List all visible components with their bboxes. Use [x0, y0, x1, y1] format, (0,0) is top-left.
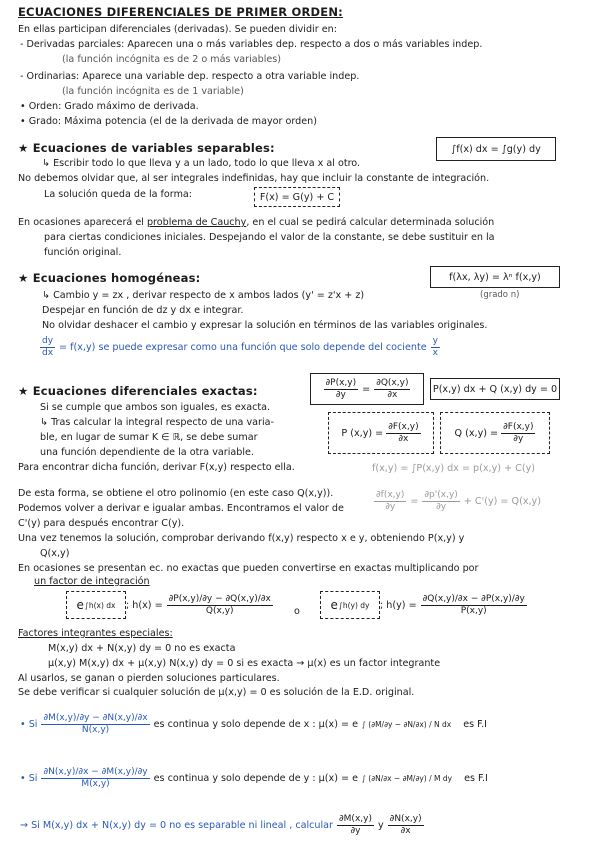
factores-line-3: Al usarlos, se ganan o pierden soluciones particulares. [18, 673, 280, 684]
condition-2-den: M(x,y) [81, 778, 110, 789]
condition-3-dM-dy [337, 814, 374, 837]
condition-3-dN-num: ∂N(x,y) [389, 813, 422, 824]
dF-dy-num: ∂F(x,y) [503, 421, 534, 432]
factor-line-1: En ocasiones se presentan ec. no exactas que pueden convertirse en exactas multiplicando por [18, 563, 479, 574]
homogeneas-formula-box: f(λx, λy) = λⁿ f(x,y) [430, 266, 560, 288]
gray-dp-den: ∂y [436, 501, 447, 512]
h-y-lhs: ; h(y) = [380, 599, 417, 611]
condition-2-text: es continua y solo depende de y : μ(x) = e [153, 772, 358, 784]
dy-dx-fraction [40, 336, 55, 359]
exactas-line-8: C'(y) para después encontrar C(y). [18, 518, 185, 529]
gray-dp-dy [422, 490, 459, 513]
h-y-formula [380, 586, 527, 624]
exp-hy-box [320, 591, 380, 619]
homogeneas-heading: ★ Ecuaciones homogéneas: [18, 271, 201, 285]
page-title: ECUACIONES DIFERENCIALES DE PRIMER ORDEN: [18, 5, 343, 19]
exactas-line-7: Podemos volver a derivar e igualar ambas. Encontramos el valor de [18, 503, 344, 514]
e-base-1: e [76, 598, 84, 612]
gray-df-num: ∂f(x,y) [376, 489, 405, 500]
exactas-line-6: De esta forma, se obtiene el otro polinomio (en este caso Q(x,y)). [18, 488, 334, 499]
cauchy-term: problema de Cauchy [146, 217, 247, 228]
exactas-line-2: ↳ Tras calcular la integral respecto de una varia- [40, 417, 274, 428]
dP-dy [324, 378, 359, 401]
factores-line-2: μ(x,y) M(x,y) dx + μ(x,y) N(x,y) dy = 0 si es exacta → μ(x) es un factor integrante [48, 658, 441, 669]
dQ-dx [374, 378, 410, 401]
condition-2-end: es F.I [464, 772, 488, 784]
Q-lhs: Q (x,y) = [454, 427, 499, 439]
condition-2-bullet: • Si [20, 772, 38, 784]
dF-dy [501, 422, 535, 445]
P-definition-box [328, 412, 434, 454]
condition-3 [20, 808, 424, 842]
e-exp-1: ∫h(x) dx [84, 600, 116, 610]
separables-line-1: ↳ Escribir todo lo que lleva y a un lado, todo lo que lleva x al otro. [42, 158, 361, 169]
dx-denominator: dx [42, 347, 54, 358]
condition-1 [20, 704, 487, 744]
P-lhs: P (x,y) = [341, 427, 384, 439]
exactas-line-1: Si se cumple que ambos son iguales, es exacta. [40, 402, 271, 413]
exactas-line-9: Una vez tenemos la solución, comprobar derivando f(x,y) respecto x e y, obteniendo P(x,y) y [18, 533, 465, 544]
x-denominator: x [432, 347, 438, 358]
exactas-heading: ★ Ecuaciones diferenciales exactas: [18, 384, 258, 398]
factor-line-2: un factor de integración [34, 576, 150, 587]
condition-2-fraction [41, 767, 149, 790]
separables-heading: ★ Ecuaciones de variables separables: [18, 141, 275, 155]
h-x-formula [126, 586, 273, 624]
condition-3-dN-dx [388, 814, 424, 837]
h-x-lhs: ; h(x) = [126, 599, 163, 611]
e-base-2: e [330, 598, 338, 612]
dP-num: ∂P(x,y) [325, 377, 357, 388]
h-x-den: Q(x,y) [205, 605, 234, 616]
separables-line-6: función original. [44, 247, 122, 258]
condition-3-dM-num: ∂M(x,y) [339, 813, 372, 824]
h-x-fraction [167, 594, 273, 617]
h-y-fraction [421, 594, 527, 617]
dF-dx-num: ∂F(x,y) [388, 421, 419, 432]
separables-line-5: para ciertas condiciones iniciales. Despejando el valor de la constante, se debe sustituir en la [44, 232, 495, 243]
parciales-line: - Derivadas parciales: Aparecen una o más variables dep. respecto a dos o más variables indep. [20, 39, 483, 50]
condition-2 [20, 758, 488, 798]
condition-1-text: es continua y solo depende de x : μ(x) = e [153, 718, 358, 730]
cauchy-pre: En ocasiones aparecerá el [18, 217, 144, 228]
e-exp-2: ∫h(y) dy [338, 600, 370, 610]
separables-line-2: No debemos olvidar que, al ser integrales indefinidas, hay que incluir la constante de integración. [18, 173, 490, 184]
dQ-num: ∂Q(x,y) [376, 377, 409, 388]
h-y-num: ∂Q(x,y)/∂x − ∂P(x,y)/∂y [422, 593, 525, 604]
Q-definition-box [440, 412, 550, 454]
y-numerator: y [432, 335, 438, 346]
condition-1-end: es F.I [463, 718, 488, 730]
condition-2-num: ∂N(x,y)/∂x − ∂M(x,y)/∂y [43, 766, 148, 777]
homogeneas-box-note: (grado n) [480, 290, 520, 300]
factores-line-4: Se debe verificar si cualquier solución de μ(x,y) = 0 es solución de la E.D. original. [18, 687, 415, 698]
homogeneas-line-1: ↳ Cambio y = zx , derivar respecto de x ambos lados (y' = z'x + z) [42, 290, 365, 301]
orden-line: • Orden: Grado máximo de derivada. [20, 101, 199, 112]
separables-line-4 [18, 217, 494, 229]
homogeneas-line-2: Despejar en función de dz y dx e integrar. [42, 305, 244, 316]
intro-line: En ellas participan diferenciales (derivadas). Se pueden dividir en: [18, 24, 337, 35]
condition-3-dN-den: ∂x [400, 825, 411, 836]
factores-heading: Factores integrantes especiales: [18, 628, 173, 639]
gray-c-prime: + C'(y) = Q(x,y) [463, 495, 541, 507]
dP-den: ∂y [335, 389, 346, 400]
factores-line-1: M(x,y) dx + N(x,y) dy = 0 no es exacta [48, 643, 236, 654]
integral-gray-line: f(x,y) = ∫P(x,y) dx = p(x,y) + C(y) [372, 463, 536, 474]
gray-equals: = [410, 495, 419, 507]
condition-3-dM-den: ∂y [350, 825, 361, 836]
separables-solution-box: F(x) = G(y) + C [254, 187, 340, 207]
exactas-line-4: una función dependiente de la otra variable. [40, 447, 254, 458]
dF-dx-den: ∂x [398, 433, 409, 444]
gray-dp-num: ∂p'(x,y) [424, 489, 458, 500]
gray-df-dy [374, 490, 406, 513]
condition-1-bullet: • Si [20, 718, 38, 730]
h-x-num: ∂P(x,y)/∂y − ∂Q(x,y)/∂x [168, 593, 271, 604]
dQ-den: ∂x [387, 389, 398, 400]
y-x-fraction [431, 336, 440, 359]
exp-hx-box [66, 591, 126, 619]
exactas-condition-box [310, 373, 424, 405]
condition-3-text: → Si M(x,y) dx + N(x,y) dy = 0 no es separable ni lineal , calcular [20, 819, 334, 831]
grado-line: • Grado: Máxima potencia (el de la derivada de mayor orden) [20, 116, 317, 127]
dF-dy-den: ∂y [513, 433, 524, 444]
condition-3-and: y [377, 819, 384, 831]
parciales-note: (la función incógnita es de 2 o más variables) [62, 54, 282, 65]
exactas-line-3: ble, en lugar de sumar K ∈ ℝ, se debe sumar [40, 432, 258, 443]
condition-1-num: ∂M(x,y)/∂y − ∂N(x,y)/∂x [43, 712, 148, 723]
equals-sign: = [362, 383, 371, 395]
cociente-text: = f(x,y) se puede expresar como una función que solo depende del cociente [59, 341, 427, 353]
ordinarias-note: (la función incógnita es de 1 variable) [62, 86, 244, 97]
dy-numerator: dy [42, 335, 54, 346]
gray-df-den: ∂y [385, 501, 396, 512]
cauchy-post: , en el cual se pedirá calcular determinada solución [246, 217, 495, 228]
exactas-line-10: Q(x,y) [40, 548, 70, 559]
separables-formula-box: ∫f(x) dx = ∫g(y) dy [436, 137, 556, 161]
dF-dx [386, 422, 420, 445]
or-word: o [294, 606, 300, 617]
homogeneas-line-3: No olvidar deshacer el cambio y expresar la solución en términos de las variables originales. [42, 320, 488, 331]
separables-line-3: La solución queda de la forma: [44, 189, 193, 200]
homogeneas-cociente [40, 333, 440, 361]
derivative-gray-line [374, 488, 541, 514]
exactas-line-5: Para encontrar dicha función, derivar F(x,y) respecto ella. [18, 462, 295, 473]
condition-2-exponent: ∫ (∂N/∂x − ∂M/∂y) / M dy [361, 773, 453, 783]
condition-1-fraction [41, 713, 149, 736]
exactas-equation-box: P(x,y) dx + Q (x,y) dy = 0 [430, 378, 560, 400]
h-y-den: P(x,y) [460, 605, 487, 616]
condition-1-den: N(x,y) [81, 724, 110, 735]
condition-1-exponent: ∫ (∂M/∂y − ∂N/∂x) / N dx [361, 719, 452, 729]
ordinarias-line: - Ordinarias: Aparece una variable dep. respecto a otra variable indep. [20, 71, 360, 82]
